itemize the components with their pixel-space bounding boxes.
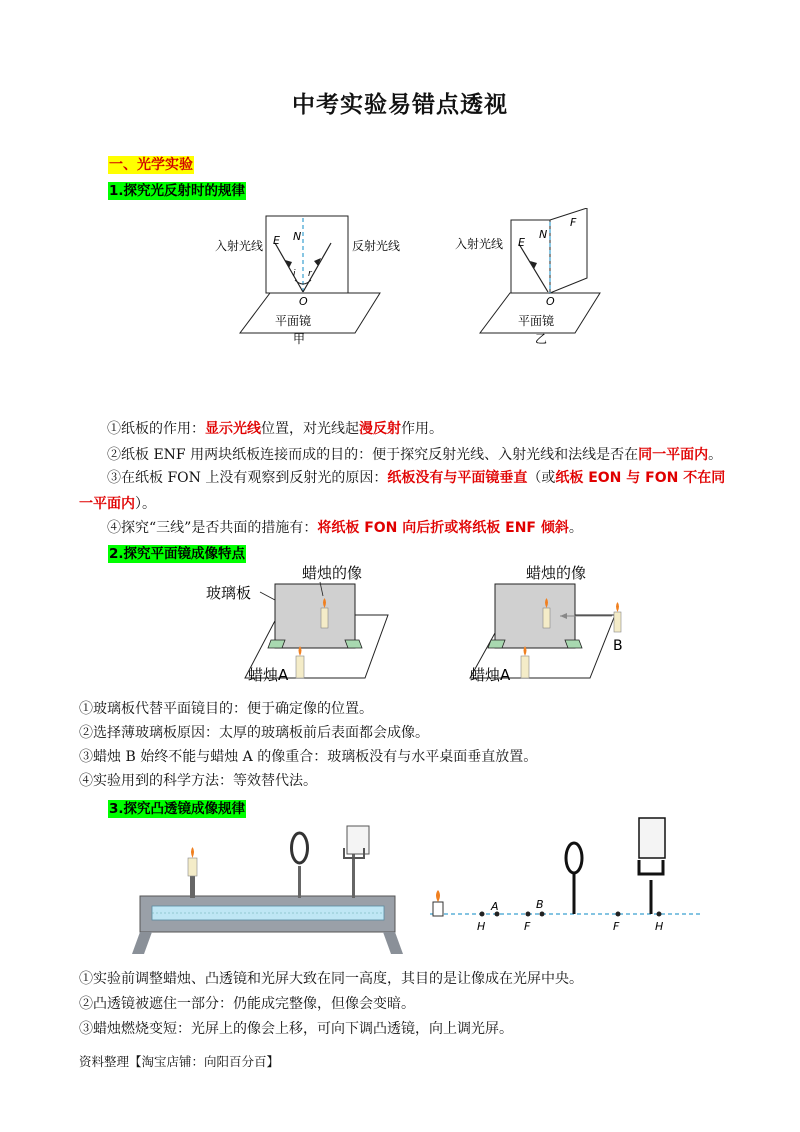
label-H-right: H (655, 920, 664, 933)
label-i: i (293, 269, 296, 279)
label-O-yi: O (546, 295, 555, 308)
optical-bench-figure (130, 818, 410, 958)
plane-mirror-figure (200, 560, 640, 690)
reflection-figure (205, 208, 625, 348)
label-O: O (299, 295, 308, 308)
label-incident-yi: 入射光线 (455, 237, 504, 251)
label-yi: 乙 (535, 332, 548, 346)
reflection-item-3: ③在纸板 FON 上没有观察到反射光的原因：纸板没有与平面镜垂直（或纸板 EON 与 FON 不在同一平面内）。 (79, 470, 726, 512)
label-F-right: F (613, 920, 620, 933)
subsection-heading-lens: 3.探究凸透镜成像规律 (109, 801, 246, 817)
label-E-yi: E (518, 236, 525, 249)
label-r: r (308, 269, 312, 279)
figure-jia (215, 216, 400, 346)
figure-yi (455, 208, 600, 346)
label-F-left: F (524, 920, 531, 933)
label-mirror-jia: 平面镜 (275, 314, 312, 328)
label-N: N (293, 230, 302, 243)
mirror-item-1: ①玻璃板代替平面镜目的：便于确定像的位置。 (79, 701, 373, 717)
label-B: B (536, 898, 544, 911)
label-incident-jia: 入射光线 (215, 239, 264, 253)
label-H-left: H (477, 920, 486, 933)
label-E: E (273, 234, 280, 247)
label-candle-b: B (613, 638, 623, 654)
label-candle-a-right: 蜡烛A (470, 666, 511, 684)
mirror-item-4: ④实验用到的科学方法：等效替代法。 (79, 773, 317, 789)
page-title: 中考实验易错点透视 (292, 92, 508, 118)
lens-axis-figure (425, 810, 705, 940)
lens-item-1: ①实验前调整蜡烛、凸透镜和光屏大致在同一高度，其目的是让像成在光屏中央。 (79, 971, 583, 987)
mirror-item-3: ③蜡烛 B 始终不能与蜡烛 A 的像重合：玻璃板没有与水平桌面垂直放置。 (79, 749, 538, 765)
reflection-item-1: ①纸板的作用：显示光线位置，对光线起漫反射作用。 (107, 421, 443, 437)
section-heading-optics: 一、光学实验 (109, 157, 193, 173)
reflection-item-4: ④探究“三线”是否共面的措施有：将纸板 FON 向后折或将纸板 ENF 倾斜。 (107, 520, 583, 536)
label-candle-image-right: 蜡烛的像 (526, 564, 587, 582)
subsection-heading-reflection: 1.探究光反射时的规律 (109, 183, 246, 199)
label-reflected: 反射光线 (352, 239, 401, 253)
lens-item-2: ②凸透镜被遮住一部分：仍能成完整像，但像会变暗。 (79, 996, 415, 1012)
reflection-item-2: ②纸板 ENF 用两块纸板连接而成的目的：便于探究反射光线、入射光线和法线是否在同一平面内。 (107, 447, 723, 463)
figure-mirror-left (206, 564, 388, 684)
label-glass: 玻璃板 (206, 584, 252, 602)
label-candle-a-left: 蜡烛A (248, 666, 289, 684)
label-candle-image-left: 蜡烛的像 (302, 564, 363, 582)
subsection-heading-mirror: 2.探究平面镜成像特点 (109, 546, 246, 562)
mirror-item-2: ②选择薄玻璃板原因：太厚的玻璃板前后表面都会成像。 (79, 725, 429, 741)
figure-mirror-right (470, 564, 623, 684)
label-A: A (491, 900, 499, 913)
lens-item-3: ③蜡烛燃烧变短：光屏上的像会上移，可向下调凸透镜，向上调光屏。 (79, 1021, 513, 1037)
footer-note: 资料整理【淘宝店铺：向阳百分百】 (79, 1054, 280, 1069)
label-F: F (570, 216, 577, 229)
label-mirror-yi: 平面镜 (518, 314, 555, 328)
label-jia: 甲 (293, 332, 306, 346)
label-N-yi: N (539, 228, 548, 241)
